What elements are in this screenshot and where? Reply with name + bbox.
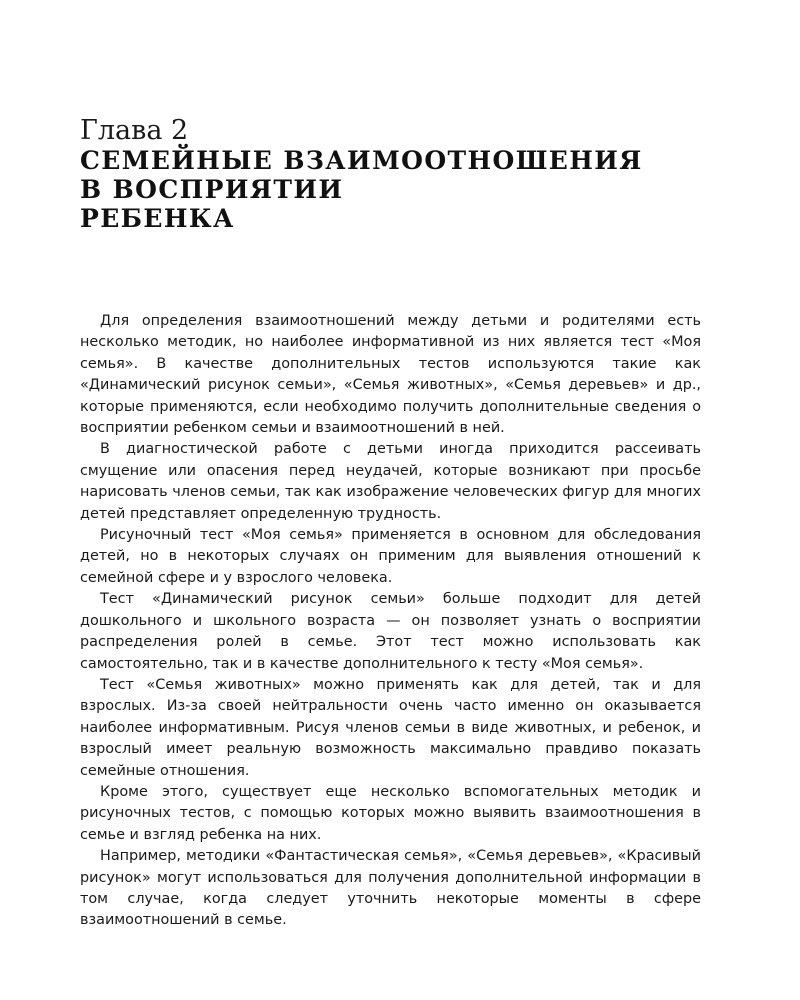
paragraph: Для определения взаимоотношений между детьми и родителями есть несколько методик, но наиболее информативной из них является тест «Моя семья». В качестве дополнительных тестов используются такие как «Динамический рисунок семьи», «Семья животных», «Семья деревьев» и др., которые применяются, если необходимо получить дополнительные сведения о восприятии ребенком семьи и взаимоотношений в ней. — [80, 313, 701, 437]
paragraph: Например, методики «Фантастическая семья», «Семья деревьев», «Красивый рисунок» могут использоваться для получения дополнительной информации в том случае, когда следует уточнить некоторые моменты в сфере взаимоотношений в семье. — [80, 848, 701, 929]
body-text — [80, 311, 701, 932]
paragraph: Тест «Семья животных» можно применять как для детей, так и для взрослых. Из-за своей нейтральности очень часто именно он оказывается наиболее информативным. Рисуя членов семьи в виде животных, и ребенок, и взрослый имеет реальную возможность максимально правдиво показать семейные отношения. — [80, 676, 701, 779]
paragraph: Рисуночный тест «Моя семья» применяется в основном для обследования детей, но в некоторых случаях он применим для выявления отношений к семейной сфере и у взрослого человека. — [80, 527, 701, 586]
chapter-title — [80, 146, 720, 233]
paragraph: В диагностической работе с детьми иногда приходится рассеивать смущение или опасения перед неудачей, которые возникают при просьбе нарисовать членов семьи, так как изображение человеческих фигур для многих детей представляет определенную трудность. — [80, 441, 701, 522]
paragraph: Тест «Динамический рисунок семьи» больше подходит для детей дошкольного и школьного возраста — он позволяет узнать о восприятии распределения ролей в семье. Этот тест можно использовать как самостоятельно, так и в качестве дополнительного к тесту «Моя семья». — [80, 591, 701, 672]
paragraph: Кроме этого, существует еще несколько вспомогательных методик и рисуночных тестов, с помощью которых можно выявить взаимоотношения в семье и взгляд ребенка на них. — [80, 783, 701, 843]
chapter-title-line: В ВОСПРИЯТИИ — [80, 175, 344, 204]
chapter-number: Глава 2 — [80, 115, 189, 146]
chapter-title-line: РЕБЕНКА — [80, 204, 235, 233]
chapter-title-line: СЕМЕЙНЫЕ ВЗАИМООТНОШЕНИЯ — [80, 146, 643, 175]
chapter-heading — [80, 116, 720, 233]
